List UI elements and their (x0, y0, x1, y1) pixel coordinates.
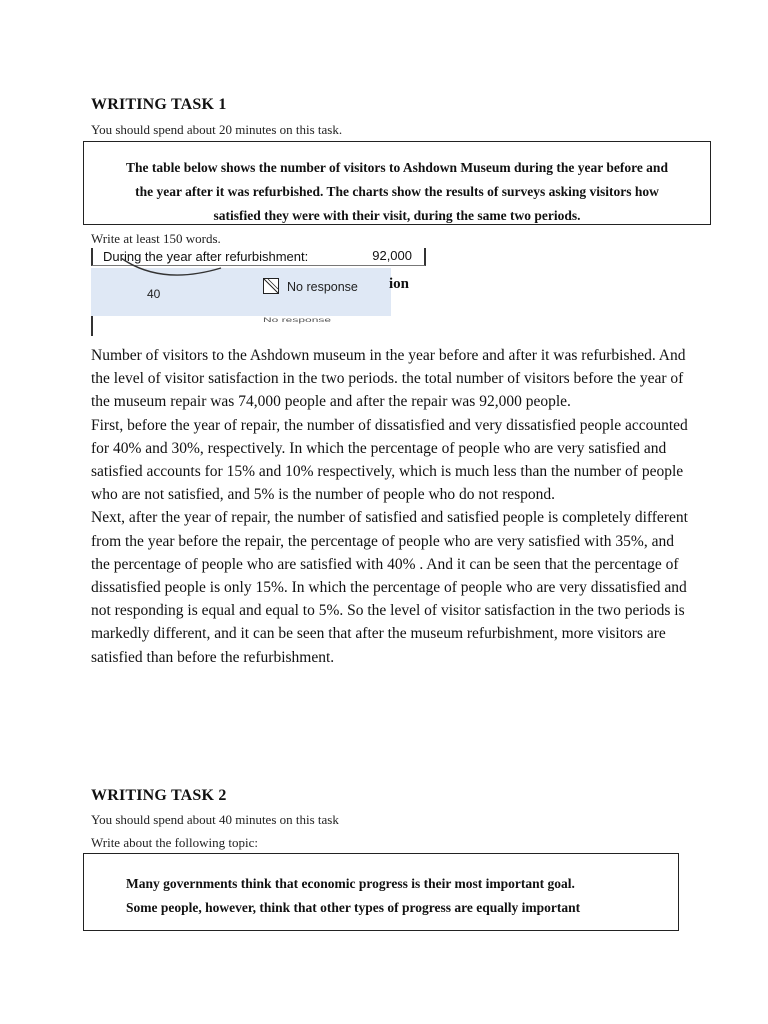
task1-prompt-line: the year after it was refurbished. The charts show the results of surveys asking visitors how (135, 184, 659, 199)
essay-paragraph: First, before the year of repair, the number of dissatisfied and very dissatisfied people accounted for 40% and 30%, respectively. In which the percentage of people who are very satisfied and satisfied accounts for 15% and 10% respectively, which is much less than the number of people who are not satisfied, and 5% is the number of people who do not respond. (91, 416, 688, 504)
task1-word-note: Write at least 150 words. (91, 231, 221, 246)
pie-slice-value: 40 (147, 287, 161, 301)
task2-topic-note: Write about the following topic: (91, 835, 258, 850)
essay-paragraph: Next, after the year of repair, the number of satisfied and satisfied people is completely different from the year before the repair, the percentage of people who are very satisfied with 35%, and the percentage of people who are satisfied with 40% . And it can be seen that the percentage of dissatisfied people is only 15%. In which the percentage of people who are very dissatisfied and not responding is equal and equal to 5%. So the level of visitor satisfaction in the two periods is markedly different, and it can be seen that after the museum refurbishment, more visitors are satisfied than before the refurbishment. (91, 509, 688, 666)
essay-paragraph: Number of visitors to the Ashdown museum in the year before and after it was refurbished. And the level of visitor satisfaction in the two periods. the total number of visitors before the year of the museum repair was 74,000 people and after the repair was 92,000 people. (91, 347, 686, 411)
task1-heading: WRITING TASK 1 (91, 96, 227, 113)
task2-prompt-line: Some people, however, think that other types of progress are equally important (126, 900, 581, 915)
cut-chart-title: ion (389, 276, 410, 292)
task2-prompt-line: Many governments think that economic progress is their most important goal. (126, 876, 575, 891)
task1-prompt-line: The table below shows the number of visitors to Ashdown Museum during the year before and (126, 160, 668, 175)
hatched-legend-icon (263, 278, 279, 294)
faint-legend-label: No response (263, 316, 332, 324)
visitor-row-value: 92,000 (330, 248, 426, 266)
figure-fragment-bottom (91, 316, 391, 338)
task2-heading: WRITING TASK 2 (91, 787, 227, 804)
task1-prompt-box (83, 141, 711, 225)
visitor-row-label: During the year after refurbishment: (103, 249, 309, 264)
task2-prompt-box (83, 853, 679, 931)
essay-body (91, 344, 691, 669)
task1-time-note: You should spend about 20 minutes on this task. (91, 122, 343, 137)
task2-time-note: You should spend about 40 minutes on this task (91, 812, 339, 827)
table-border-line (91, 316, 93, 336)
task1-prompt-line: satisfied they were with their visit, during the same two periods. (213, 208, 581, 223)
pie-chart-fragment (91, 268, 391, 316)
legend-label: No response (287, 280, 358, 294)
